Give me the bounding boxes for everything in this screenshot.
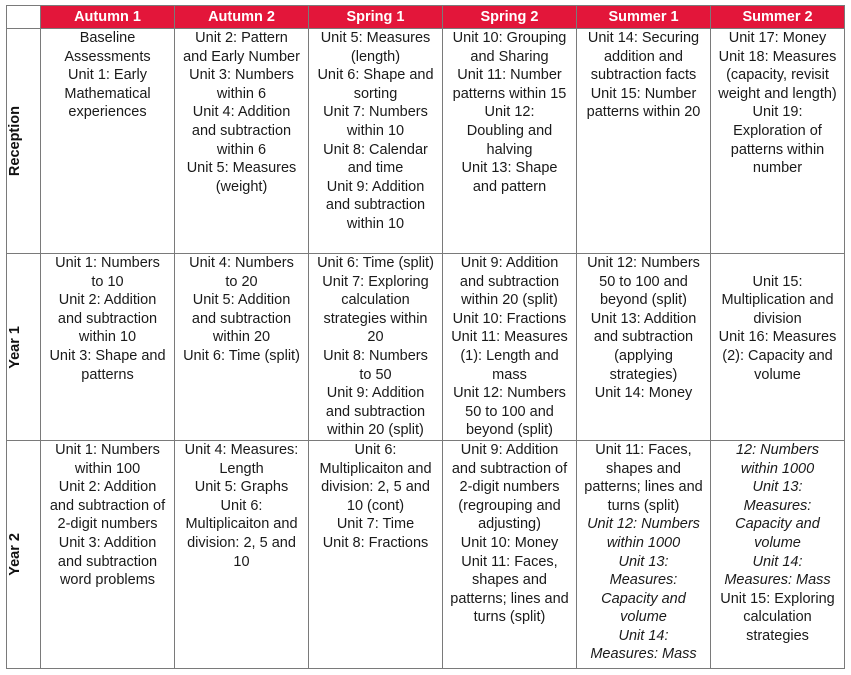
unit-entry: Unit 18: Measures (capacity, revisit weight and length): [718, 48, 837, 102]
row-label-reception: [7, 29, 41, 254]
unit-entry: Unit 3: Shape and patterns: [49, 347, 166, 383]
row-year-1: [7, 254, 845, 441]
unit-entry: Unit 9: Addition and subtraction within 20 (split): [459, 255, 560, 309]
corner-cell: [7, 6, 41, 29]
unit-entry: Unit 8: Fractions: [322, 534, 429, 551]
unit-entry: Unit 3: Numbers within 6: [189, 67, 294, 102]
cell-reception-spring-2: [443, 29, 577, 254]
unit-entry: Unit 11: Faces, shapes and patterns; lines and turns (split): [450, 553, 569, 626]
unit-entry: Unit 14: Measures: Mass: [724, 553, 831, 589]
unit-entry: Unit 2: Addition and subtraction within 10: [57, 292, 158, 346]
unit-entry: Unit 7: Time: [336, 516, 415, 533]
unit-entry: Unit 9: Addition and subtraction within 10: [325, 178, 426, 232]
cell-year-2-summer-1: [577, 440, 711, 668]
cell-year-1-summer-1: [577, 254, 711, 441]
unit-entry: Unit 6: Shape and sorting: [317, 67, 434, 102]
header-spring-1: Spring 1: [309, 6, 443, 29]
unit-entry: Unit 13: Measures: Capacity and volume: [601, 553, 686, 626]
header-autumn-1: Autumn 1: [41, 6, 175, 29]
unit-entry: Unit 10: Grouping and Sharing: [452, 30, 567, 65]
cell-reception-autumn-2: [175, 29, 309, 254]
unit-entry: Unit 8: Calendar and time: [323, 141, 428, 177]
unit-entry: Unit 4: Addition and subtraction within 6: [191, 104, 292, 158]
unit-entry: Unit 9: Addition and subtraction of 2-digit numbers (regrouping and adjusting): [451, 441, 568, 533]
unit-entry: Unit 7: Numbers within 10: [323, 104, 428, 139]
row-label-year-1: [7, 254, 41, 441]
cell-year-1-spring-2: [443, 254, 577, 441]
unit-entry: Unit 15: Number patterns within 20: [586, 85, 701, 121]
unit-entry: Unit 17: Money: [728, 30, 827, 46]
unit-entry: Baseline Assessments: [64, 30, 151, 65]
unit-entry: Unit 4: Numbers to 20: [189, 255, 294, 290]
row-year-2: [7, 440, 845, 668]
unit-entry: Unit 13: Shape and pattern: [461, 160, 558, 195]
unit-entry: Unit 2: Addition and subtraction of 2-digit numbers: [49, 479, 166, 533]
unit-entry: Unit 10: Fractions: [452, 310, 567, 327]
unit-entry: Unit 4: Measures: Length: [184, 441, 299, 477]
cell-year-2-spring-2: [443, 440, 577, 668]
unit-entry: Unit 14: Money: [594, 385, 693, 402]
unit-entry: Unit 13: Measures: Capacity and volume: [735, 479, 820, 551]
unit-entry: Unit 6: Time (split): [317, 255, 434, 271]
unit-entry: Unit 11: Number patterns within 15: [452, 67, 567, 102]
cell-year-2-spring-1: [309, 440, 443, 668]
unit-entry: Unit 14: Measures: Mass: [590, 627, 697, 663]
unit-entry: Unit 13: Addition and subtraction (applying strategies): [590, 310, 697, 383]
unit-entry: Unit 12: Numbers 50 to 100 and beyond (split): [587, 255, 700, 309]
unit-entry: Unit 1: Numbers to 10: [55, 255, 160, 290]
header-autumn-2: Autumn 2: [175, 6, 309, 29]
row-label-text: Year 1: [7, 325, 23, 369]
unit-entry: Unit 11: Measures (1): Length and mass: [451, 329, 568, 383]
unit-entry: Unit 5: Measures (weight): [186, 160, 297, 195]
row-label-year-2: [7, 440, 41, 668]
cell-reception-summer-1: [577, 29, 711, 254]
unit-entry: Unit 14: Securing addition and subtraction facts: [587, 30, 700, 84]
unit-entry: Unit 8: Numbers to 50: [323, 347, 428, 383]
cell-year-1-autumn-1: [41, 254, 175, 441]
unit-entry: Unit 19: Exploration of patterns within number: [730, 104, 825, 177]
unit-entry: Unit 15: Exploring calculation strategies: [720, 590, 835, 644]
unit-entry: Unit 12: Numbers within 1000: [587, 516, 700, 551]
header-row: [7, 6, 845, 29]
header-summer-1: Summer 1: [577, 6, 711, 29]
unit-entry: Unit 5: Addition and subtraction within 20: [191, 292, 292, 346]
unit-entry: Unit 6: Time (split): [183, 347, 300, 364]
cell-year-1-summer-2: [711, 254, 845, 441]
unit-entry: Unit 2: Pattern and Early Number: [183, 30, 300, 65]
row-reception: [7, 29, 845, 254]
header-summer-2: Summer 2: [711, 6, 845, 29]
unit-entry: Unit 5: Graphs: [194, 479, 289, 496]
cell-year-2-autumn-2: [175, 440, 309, 668]
unit-entry: 12: Numbers within 1000: [735, 441, 819, 477]
cell-year-1-autumn-2: [175, 254, 309, 441]
unit-entry: Unit 5: Measures (length): [320, 30, 431, 65]
unit-entry: Unit 11: Faces, shapes and patterns; lines and turns (split): [584, 441, 703, 514]
unit-entry: Unit 6: Multiplicaiton and division: 2, 5 and 10: [185, 497, 298, 570]
row-label-text: Reception: [7, 105, 23, 177]
unit-entry: Unit 7: Exploring calculation strategies within 20: [322, 273, 429, 346]
unit-entry: Unit 10: Money: [460, 534, 559, 551]
unit-entry: Unit 16: Measures (2): Capacity and volume: [718, 329, 837, 383]
unit-entry: Unit 3: Addition and subtraction word problems: [57, 534, 158, 589]
row-label-text: Year 2: [7, 533, 23, 576]
unit-entry: Unit 6: Multiplicaiton and division: 2, 5 and 10 (cont): [319, 441, 432, 514]
curriculum-table: [6, 5, 845, 669]
cell-reception-summer-2: [711, 29, 845, 254]
unit-entry: Unit 12: Doubling and halving: [466, 104, 553, 158]
unit-entry: Unit 9: Addition and subtraction within 20 (split): [325, 385, 426, 439]
unit-entry: Unit 12: Numbers 50 to 100 and beyond (split): [453, 385, 566, 439]
cell-year-2-autumn-1: [41, 440, 175, 668]
unit-entry: Unit 1: Early Mathematical experiences: [64, 67, 151, 121]
cell-reception-spring-1: [309, 29, 443, 254]
cell-year-2-summer-2: [711, 440, 845, 668]
unit-entry: Unit 15: Multiplication and division: [721, 273, 834, 327]
cell-reception-autumn-1: [41, 29, 175, 254]
cell-year-1-spring-1: [309, 254, 443, 441]
header-spring-2: Spring 2: [443, 6, 577, 29]
unit-entry: Unit 1: Numbers within 100: [55, 441, 160, 477]
